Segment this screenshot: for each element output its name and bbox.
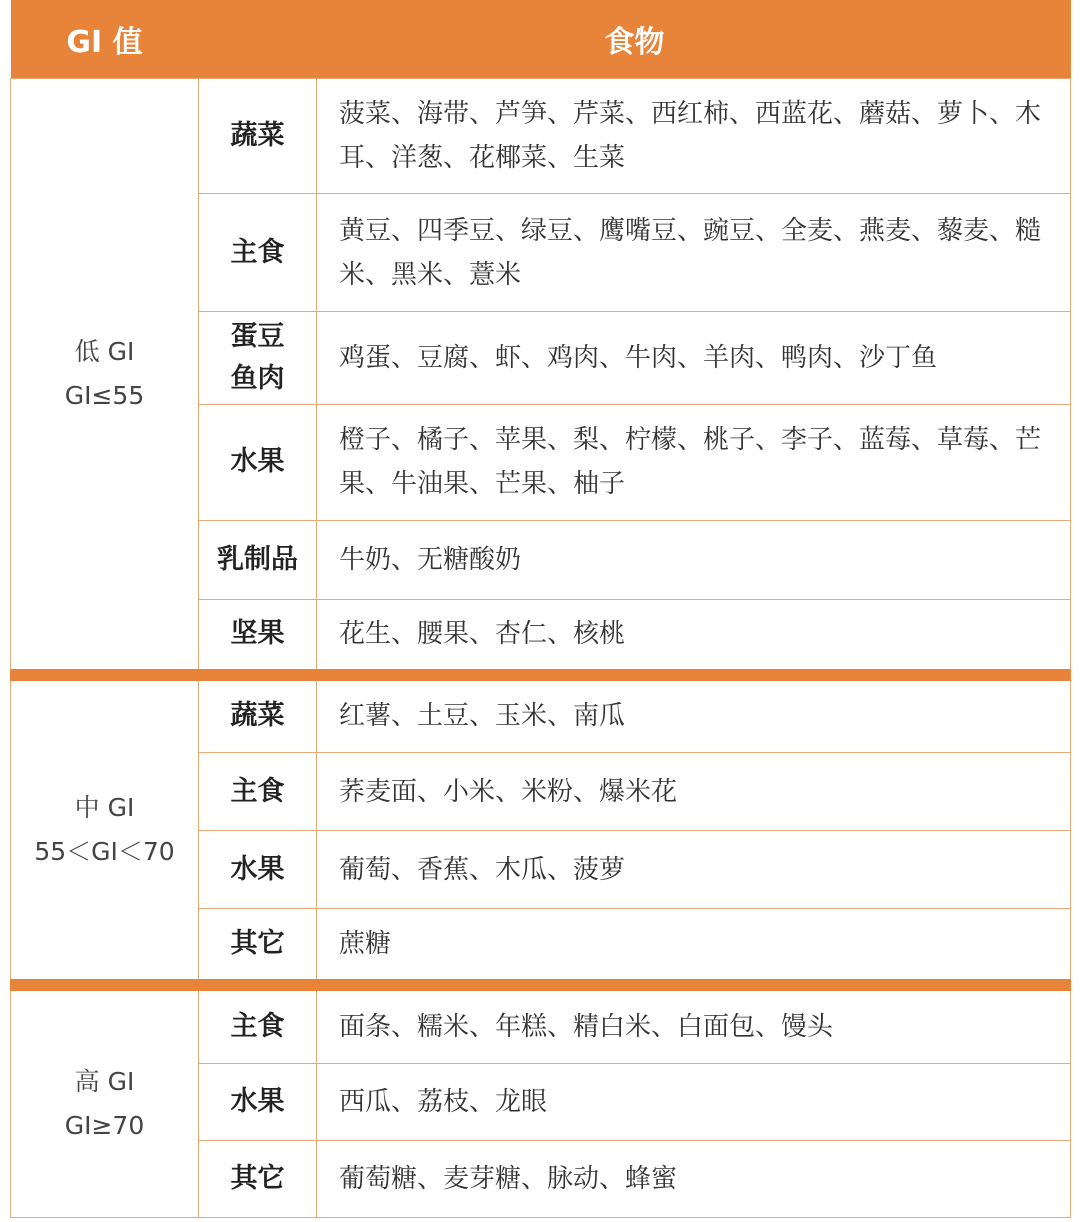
category-cell: 坚果 <box>199 599 317 674</box>
level-range: GI≤55 <box>64 380 145 410</box>
food-header: 食物 <box>199 0 1071 79</box>
category-cell <box>199 312 317 404</box>
gi-value-header: GI 值 <box>11 0 199 79</box>
table-row <box>11 79 1071 194</box>
level-name: 中 GI <box>74 792 135 822</box>
foods-cell: 葡萄糖、麦芽糖、脉动、蜂蜜 <box>317 1140 1071 1217</box>
foods-cell: 葡萄、香蕉、木瓜、菠萝 <box>317 831 1071 909</box>
category-cell: 水果 <box>199 1063 317 1140</box>
medium-gi-level-cell <box>11 675 199 986</box>
category-cell: 水果 <box>199 404 317 520</box>
level-range: GI≥70 <box>64 1111 145 1140</box>
category-cell: 主食 <box>199 194 317 312</box>
foods-cell: 花生、腰果、杏仁、核桃 <box>317 599 1071 674</box>
foods-cell: 橙子、橘子、苹果、梨、柠檬、桃子、李子、蓝莓、草莓、芒果、牛油果、芒果、柚子 <box>317 404 1071 520</box>
foods-cell: 荞麦面、小米、米粉、爆米花 <box>317 753 1071 831</box>
gi-food-table <box>10 0 1071 1218</box>
table-header-row <box>11 0 1071 79</box>
level-name: 低 GI <box>74 336 135 366</box>
foods-cell: 西瓜、荔枝、龙眼 <box>317 1063 1071 1140</box>
category-label: 蛋豆鱼肉 <box>230 320 285 394</box>
table-row <box>11 985 1071 1063</box>
high-gi-level-cell <box>11 985 199 1218</box>
category-cell: 主食 <box>199 753 317 831</box>
category-cell: 乳制品 <box>199 520 317 599</box>
table-row <box>11 675 1071 753</box>
category-cell: 蔬菜 <box>199 79 317 194</box>
category-cell: 水果 <box>199 831 317 909</box>
foods-cell: 菠菜、海带、芦笋、芹菜、西红柿、西蓝花、蘑菇、萝卜、木耳、洋葱、花椰菜、生菜 <box>317 79 1071 194</box>
category-cell: 其它 <box>199 909 317 985</box>
foods-cell: 红薯、土豆、玉米、南瓜 <box>317 675 1071 753</box>
level-name: 高 GI <box>74 1067 135 1096</box>
foods-cell: 鸡蛋、豆腐、虾、鸡肉、牛肉、羊肉、鸭肉、沙丁鱼 <box>317 312 1071 404</box>
category-cell: 其它 <box>199 1140 317 1217</box>
foods-cell: 黄豆、四季豆、绿豆、鹰嘴豆、豌豆、全麦、燕麦、藜麦、糙米、黑米、薏米 <box>317 194 1071 312</box>
foods-cell: 蔗糖 <box>317 909 1071 985</box>
foods-cell: 牛奶、无糖酸奶 <box>317 520 1071 599</box>
level-range: 55＜GI＜70 <box>34 836 175 866</box>
foods-cell: 面条、糯米、年糕、精白米、白面包、馒头 <box>317 985 1071 1063</box>
category-cell: 主食 <box>199 985 317 1063</box>
category-cell: 蔬菜 <box>199 675 317 753</box>
low-gi-level-cell <box>11 79 199 675</box>
